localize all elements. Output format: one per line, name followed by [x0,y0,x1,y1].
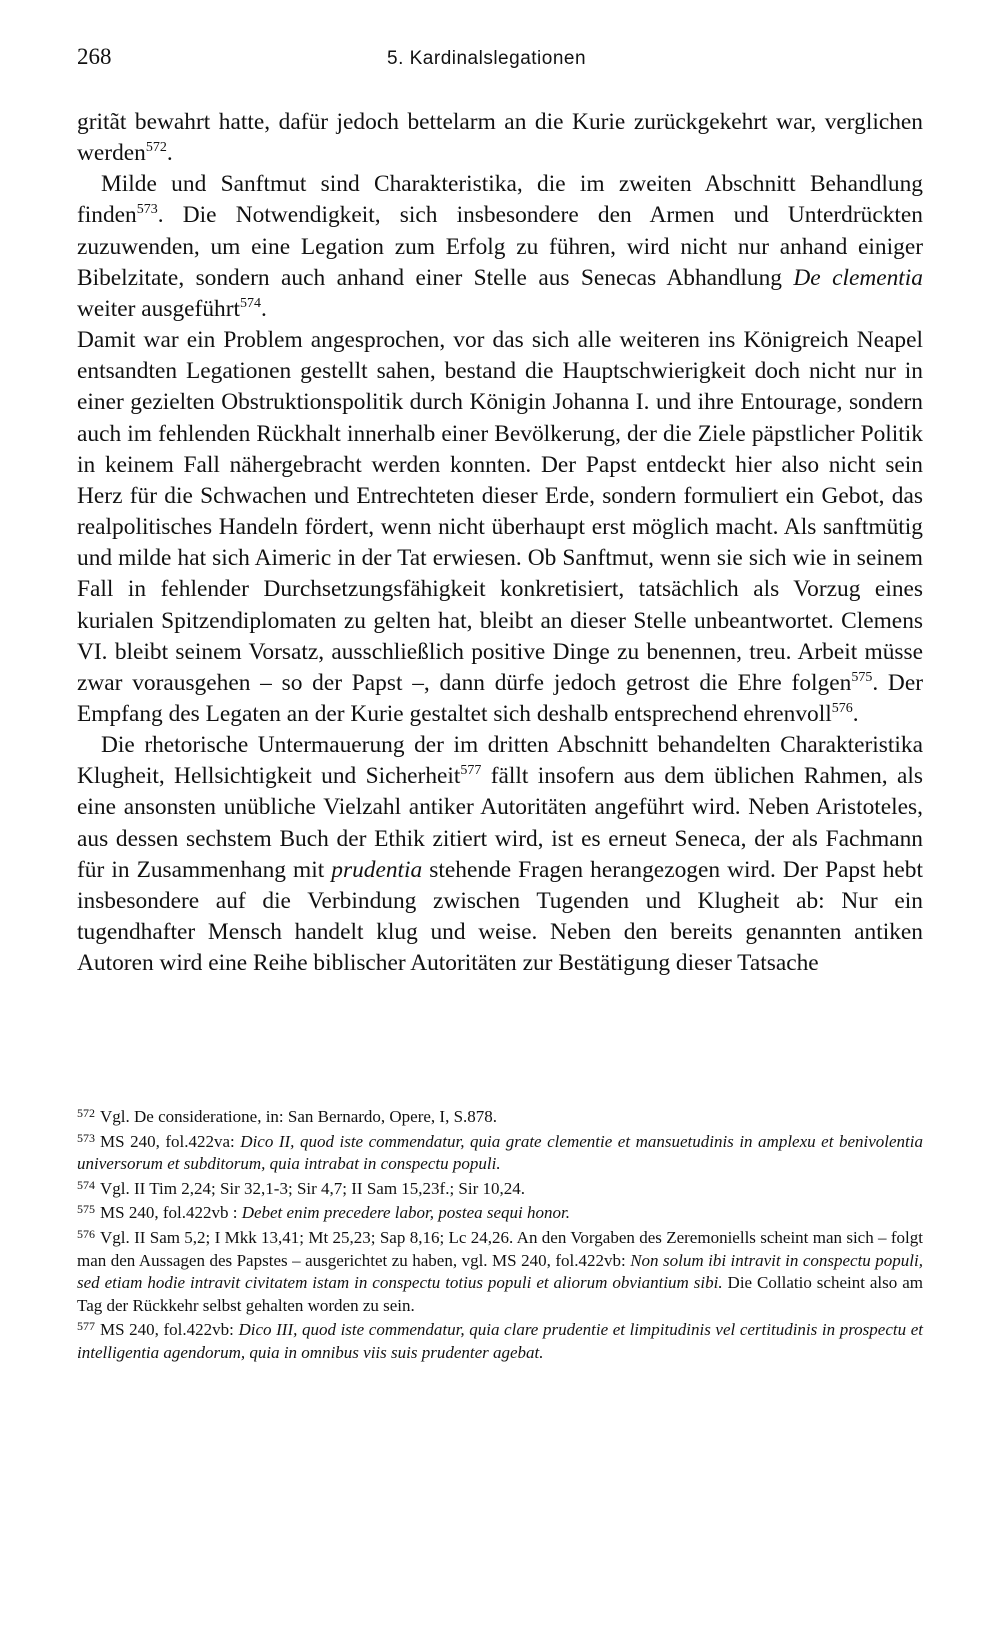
paragraph-2-text-c: weiter ausgeführt [77,295,241,322]
footnote-number: 573 [77,1130,95,1145]
footnote-572 [77,1106,923,1129]
paragraph-4 [77,730,923,979]
footnote-573 [77,1131,923,1176]
paragraph-1-text: gritãt bewahrt hatte, dafür jedoch bettelarm an die Kurie zurückgekehrt war, verglichen werden [77,109,923,167]
paragraph-3 [77,325,923,730]
footnote-number: 576 [77,1226,95,1241]
running-head: 5. Kardinalslegationen [387,48,587,69]
footnote-number: 572 [77,1106,95,1120]
paragraph-2 [77,169,923,325]
paragraph-1 [77,107,923,169]
paragraph-2-text-b: . Die Notwendigkeit, sich insbesondere den Armen und Unterdrückten zuzuwenden, um eine Legation zum Erfolg zu führen, wird nicht nur anhand einiger Bibelzitate, sondern auch anhand einer Stelle aus Senecas Abhandlung [77,202,923,291]
footnote-text: Vgl. II Tim 2,24; Sir 32,1-3; Sir 4,7; II Sam 15,23f.; Sir 10,24. [100,1178,526,1198]
footnote-text: MS 240, fol.422va: [100,1131,241,1151]
paragraph-3-end: . [852,700,859,727]
footnote-number: 577 [77,1319,95,1334]
paragraph-4-text-b: fällt insofern aus dem üblichen Rahmen, als eine ansonsten unübliche Vielzahl antiker Autoritäten angeführt wird. Neben Aristoteles, aus dessen sechstem Buch der Ethik zitiert wird, ist es erneut Seneca, der als Fachmann für in Zusammenhang mit [77,763,923,883]
footnote-ref-576[interactable]: 576 [831,700,853,716]
footnote-ref-577[interactable]: 577 [460,763,482,779]
footnote-quote: Dico II, quod iste commendatur, quia grate clementie et mansuetudinis in amplexu et benivolentia universorum et subditorum, quia intrabat in conspectu populi. [77,1131,923,1174]
paragraph-4-text-c: stehende Fragen herangezogen wird. Der Papst hebt insbesondere auf die Verbindung zwischen Tugenden und Klugheit ab: Nur ein tugendhafter Mensch handelt klug und weise. Neben den bereits genannten antiken Autoren wird eine Reihe biblischer Autoritäten zur Bestätigung dieser Tatsache [77,856,923,977]
footnote-575 [77,1202,923,1225]
footnote-ref-573[interactable]: 573 [136,202,158,218]
footnote-text: MS 240, fol.422vb: [100,1320,239,1340]
footnote-576 [77,1227,923,1317]
main-text [77,107,923,979]
footnote-quote: Dico III, quod iste commendatur, quia clare prudentie et limpitudinis vel certitudinis in prospectu et intelligentia agendorum, quia in omnibus viis suis prudenter agebat. [77,1320,923,1362]
footnote-text: Vgl. II Sam 5,2; I Mkk 13,41; Mt 25,23; Sap 8,16; Lc 24,26. An den Vorgaben des Zeremoniells scheint man sich – folgt man den Aussagen des Papstes – ausgerichtet zu haben, vgl. MS 240, fol.422vb: [77,1227,923,1270]
page-number: 268 [77,44,112,69]
work-title: De clementia [793,264,924,291]
footnotes [77,1106,923,1367]
paragraph-4-text-a: Die rhetorische Untermauerung der im dritten Abschnitt behandelten Charakteristika Klugheit, Hellsichtigkeit und Sicherheit [77,732,923,790]
page-header [77,44,923,84]
paragraph-2-end: . [261,295,267,322]
paragraph-3-text-a: Damit war ein Problem angesprochen, vor das sich alle weiteren ins Königreich Neapel entsandten Legationen gestellt sahen, bestand die Hauptschwierigkeit doch nicht nur in einer gezielten Obstruktionspolitik durch Königin Johanna I. und ihre Entourage, sondern auch im fehlenden Rückhalt innerhalb einer Bevölkerung, der die Ziele päpstlicher Politik in keinem Fall nähergebracht werden konnten. Der Papst entdeckt hier also nicht sein Herz für die Schwachen und Entrechteten dieser Erde, sondern formuliert ein Gebot, das realpolitisches Handeln fördert, wenn nicht überhaupt erst möglich macht. Als sanftmütig und milde hat sich Aimeric in der Tat erwiesen. Ob Sanftmut, wenn sie sich wie in seinem Fall in fehlender Durchsetzungsfähigkeit konkretisiert, tatsächlich als Vorzug eines kurialen Spitzendiplomaten zu gelten hat, bleibt an dieser Stelle unbeantwortet. Clemens VI. bleibt seinem Vorsatz, ausschließlich positive Dinge zu benennen, treu. Arbeit müsse zwar vorausgehen – so der Papst –, dann dürfe jedoch getrost die Ehre folgen [77,327,923,696]
footnote-quote: Non solum ibi intravit in conspectu populi, sed etiam hodie intravit civitatem istam in conspectu totius populi et aliorum obviantium sibi. [77,1250,923,1293]
paragraph-1-end: . [166,140,173,167]
footnote-number: 574 [77,1177,95,1192]
paragraph-3-text-b: . Der Empfang des Legaten an der Kurie gestaltet sich deshalb entsprechend ehrenvoll [77,669,923,727]
footnote-text-end: Die Collatio scheint also am Tag der Rückkehr selbst gehalten worden zu sein. [77,1273,923,1315]
paragraph-2-text-a: Milde und Sanftmut sind Charakteristika, die im zweiten Abschnitt Behandlung finden [77,171,923,229]
footnote-text: MS 240, fol.422vb : [100,1203,242,1223]
footnote-ref-572[interactable]: 572 [145,140,167,156]
footnote-ref-575[interactable]: 575 [851,669,873,685]
footnote-quote: Debet enim precedere labor, postea sequi honor. [241,1203,570,1223]
latin-term: prudentia [331,856,423,883]
footnote-number: 575 [77,1202,95,1217]
footnote-text: Vgl. De consideratione, in: San Bernardo, Opere, I, S.878. [100,1107,498,1126]
footnote-ref-574[interactable]: 574 [240,295,262,311]
footnote-577 [77,1319,923,1364]
footnote-574 [77,1178,923,1201]
